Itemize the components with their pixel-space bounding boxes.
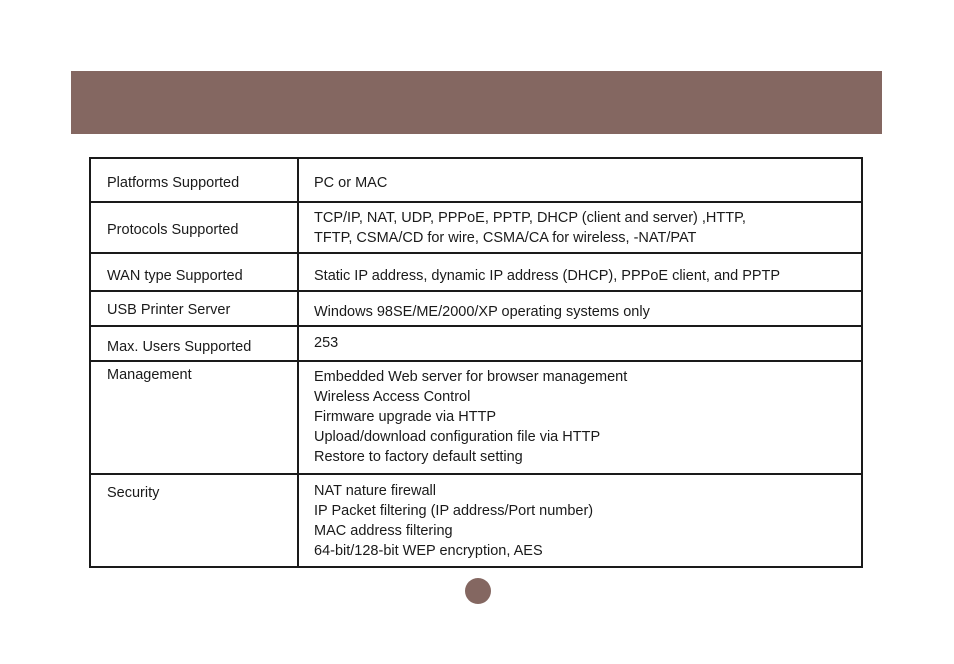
spec-value-line: Wireless Access Control [314,389,471,405]
spec-value-line: MAC address filtering [314,523,453,539]
spec-row-platforms [90,158,862,202]
spec-label: Max. Users Supported [107,339,252,355]
spec-label: WAN type Supported [107,268,243,284]
spec-row-max-users [90,326,862,361]
spec-value-line: Upload/download configuration file via HTTP [314,429,601,445]
spec-row-protocols [90,202,862,253]
spec-label: USB Printer Server [107,302,231,318]
spec-value-line: TCP/IP, NAT, UDP, PPPoE, PPTP, DHCP (client and server) ,HTTP, [314,210,746,226]
spec-value-line: Firmware upgrade via HTTP [314,409,497,425]
spec-label: Security [107,485,160,501]
spec-value-line: Restore to factory default setting [314,449,523,465]
spec-label: Management [107,367,192,383]
spec-table [89,157,863,568]
spec-row-wan [90,253,862,291]
spec-row-usb-printer [90,291,862,326]
spec-value-cell [298,361,862,474]
header-bar [71,71,882,134]
spec-value-line: Static IP address, dynamic IP address (DHCP), PPPoE client, and PPTP [314,268,781,284]
spec-row-management [90,361,862,474]
spec-value-line: 64-bit/128-bit WEP encryption, AES [314,543,543,559]
spec-value-cell [298,202,862,253]
spec-value-line: Windows 98SE/ME/2000/XP operating systems only [314,304,650,320]
spec-label-cell [90,474,298,567]
spec-value-cell [298,474,862,567]
spec-value-line: TFTP, CSMA/CD for wire, CSMA/CA for wireless, -NAT/PAT [314,230,697,246]
spec-label-cell [90,202,298,253]
spec-value-line: IP Packet filtering (IP address/Port number) [314,503,594,519]
spec-value-cell [298,291,862,326]
spec-value-cell [298,158,862,202]
spec-value-line: Embedded Web server for browser management [314,369,628,385]
spec-row-security [90,474,862,567]
spec-label-cell [90,361,298,474]
spec-label: Platforms Supported [107,175,240,191]
spec-value-cell [298,253,862,291]
page-number-dot [465,578,491,604]
spec-label-cell [90,291,298,326]
spec-value-line: NAT nature firewall [314,483,436,499]
spec-label: Protocols Supported [107,222,239,238]
spec-value-line: PC or MAC [314,175,388,191]
spec-label-cell [90,253,298,291]
spec-value-cell [298,326,862,361]
spec-value-line: 253 [314,335,339,351]
spec-label-cell [90,158,298,202]
spec-label-cell [90,326,298,361]
